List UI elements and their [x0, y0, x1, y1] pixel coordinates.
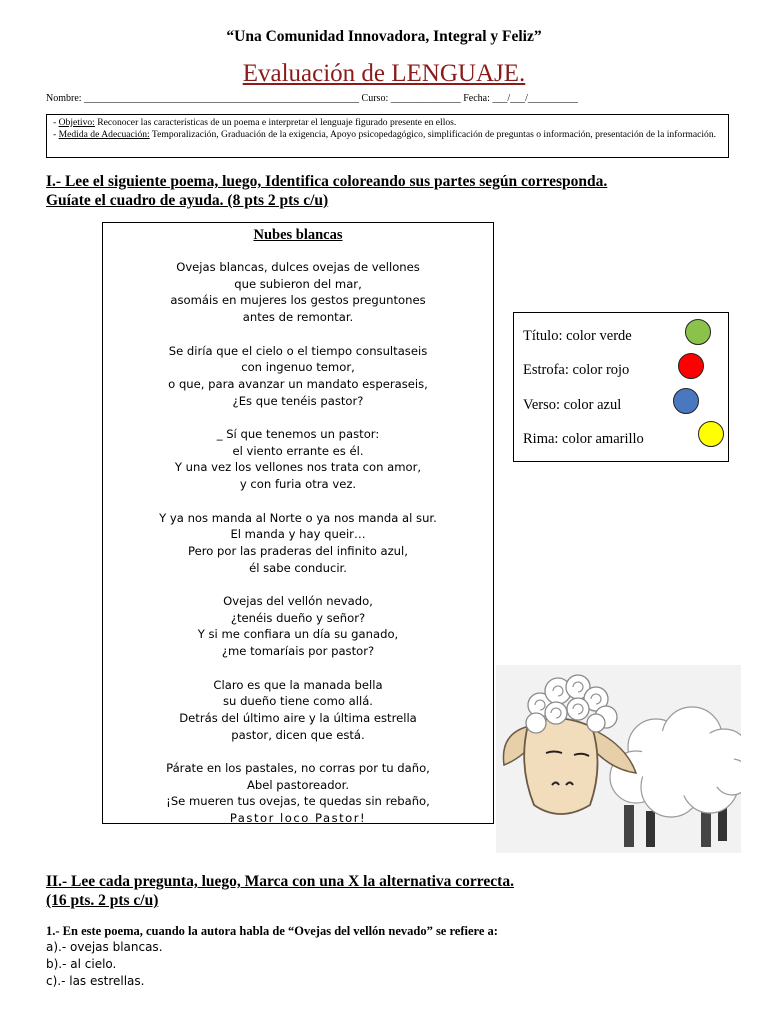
section-1-line-1: I.- Lee el siguiente poema, luego, Identifica coloreando sus partes según corresponda. — [46, 173, 608, 190]
poem-verse: o que, para avanzar un mandato esperaseis, — [168, 376, 428, 391]
poem-title: Nubes blancas — [253, 227, 343, 243]
poem-verse: que subieron del mar, — [234, 276, 362, 291]
legend-label-stanza: Estrofa: color rojo — [523, 362, 630, 378]
legend-label-rhyme: Rima: color amarillo — [523, 431, 644, 447]
adaptation-label: Medida de Adecuación: — [58, 128, 150, 140]
yellow-circle-icon — [698, 421, 724, 447]
poem-stanza — [103, 677, 493, 744]
poem-verse: ¿Es que tenéis pastor? — [232, 393, 364, 408]
objective-label: Objetivo: — [58, 117, 95, 128]
poem-box — [102, 222, 494, 824]
objective-text: Reconocer las características de un poema e interpretar el lenguaje figurado presente en ellos. — [94, 117, 457, 128]
poem-verse: antes de remontar. — [242, 310, 354, 325]
legend-label-title: Título: color verde — [523, 328, 632, 344]
adaptation-text: Temporalización, Graduación de la exigencia, Apoyo psicopedagógico, simplificación de preguntas o información, presentación de la información. — [149, 128, 717, 140]
poem-verse: Se diría que el cielo o el tiempo consultaseis — [168, 343, 428, 358]
student-fields-line: Nombre: _______________________________________________________ Curso: ______________ Fecha: ___/___/__________ — [46, 93, 578, 104]
poem-stanza — [103, 259, 493, 326]
red-circle-icon — [678, 353, 704, 379]
poem-body — [103, 259, 493, 844]
section-1-line-2: Guíate el cuadro de ayuda. (8 pts 2 pts c/u) — [46, 192, 329, 209]
poem-verse: ¿tenéis dueño y señor? — [230, 610, 366, 625]
poem-stanza — [103, 510, 493, 577]
poem-stanza — [103, 426, 493, 493]
poem-verse: su dueño tiene como allá. — [223, 694, 373, 709]
poem-verse: ¿me tomaríais por pastor? — [221, 644, 375, 659]
sheep-illustration — [496, 665, 741, 853]
poem-verse: Pastor loco Pastor! — [229, 811, 367, 826]
poem-verse: Ovejas blancas, dulces ovejas de vellones — [176, 260, 420, 274]
poem-verse: Y si me confiara un día su ganado, — [197, 627, 399, 642]
section-2-line-2: (16 pts. 2 pts c/u) — [46, 892, 159, 909]
objective-row: - Objetivo: Reconocer las características de un poema e interpretar el lenguaje figurado presente en ellos. — [53, 117, 457, 128]
poem-verse: Claro es que la manada bella — [213, 677, 383, 692]
question-1: 1.- En este poema, cuando la autora habla de “Ovejas del vellón nevado” se refiere a: — [46, 924, 498, 938]
page-title — [0, 60, 768, 88]
color-legend-box — [513, 312, 729, 462]
poem-verse: Pero por las praderas del infinito azul, — [188, 543, 408, 558]
poem-verse: con ingenuo temor, — [241, 360, 355, 375]
question-1-option-b[interactable]: b).- al cielo. — [46, 957, 117, 971]
poem-verse: y con furia otra vez. — [239, 477, 357, 492]
green-circle-icon — [685, 319, 711, 345]
poem-verse: pastor, dicen que está. — [231, 727, 365, 742]
question-1-option-a[interactable]: a).- ovejas blancas. — [46, 940, 163, 954]
poem-verse: Abel pastoreador. — [246, 777, 350, 792]
poem-verse: ¡Se mueren tus ovejas, te quedas sin rebaño, — [166, 794, 430, 809]
objectives-box — [46, 114, 729, 158]
poem-verse: Detrás del último aire y la última estrella — [179, 710, 417, 725]
section-2-heading — [46, 872, 514, 910]
poem-verse: El manda y hay queir… — [230, 527, 366, 542]
poem-verse: asomáis en mujeres los gestos preguntones — [170, 293, 426, 308]
poem-verse: _ Sí que tenemos un pastor: — [216, 427, 380, 441]
poem-verse: el viento errante es él. — [232, 443, 364, 458]
poem-verse: Párate en los pastales, no corras por tu daño, — [166, 761, 430, 775]
poem-stanza — [103, 343, 493, 410]
section-2-line-1: II.- Lee cada pregunta, luego, Marca con una X la alternativa correcta. — [46, 873, 514, 890]
poem-verse: Y ya nos manda al Norte o ya nos manda al sur. — [159, 510, 437, 525]
poem-verse: él sabe conducir. — [249, 560, 347, 575]
poem-verse: Y una vez los vellones nos trata con amor, — [174, 460, 422, 475]
poem-verse: Ovejas del vellón nevado, — [223, 594, 373, 608]
poem-stanza — [103, 760, 493, 827]
question-1-option-c[interactable]: c).- las estrellas. — [46, 974, 145, 988]
section-1-heading — [46, 172, 607, 210]
legend-label-verse: Verso: color azul — [523, 397, 622, 413]
poem-stanza — [103, 593, 493, 660]
blue-circle-icon — [673, 388, 699, 414]
page-title-text: Evaluación de LENGUAJE. — [242, 60, 526, 87]
school-motto: “Una Comunidad Innovadora, Integral y Feliz” — [226, 28, 542, 45]
adaptation-row: - Medida de Adecuación: Temporalización, Graduación de la exigencia, Apoyo psicopedagógico, simplificación de preguntas o información, presentación de la información. — [53, 128, 717, 140]
